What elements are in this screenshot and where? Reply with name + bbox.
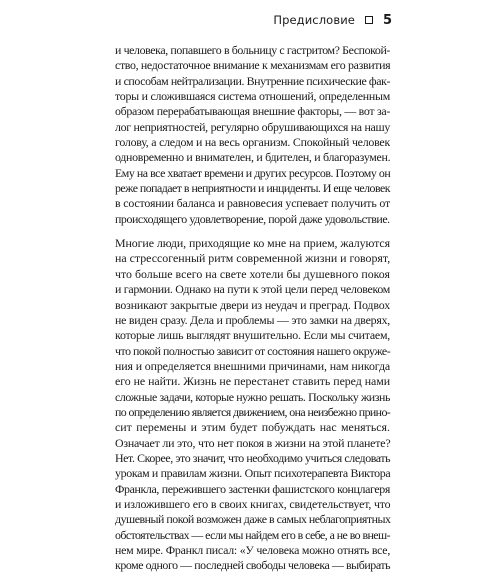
text-line: лог неприятностей, регулярно обрушивающихся на нашу <box>115 119 390 134</box>
text-line: торы и сложившаяся система отношений, определенным <box>115 89 390 104</box>
text-line: которые лишь выглядят внушительно. Если мы считаем, <box>115 328 390 343</box>
text-line: не виден сразу. Дела и проблемы — это замки на дверях, <box>115 312 391 327</box>
text-line: нем мире. Франкл писал: «У человека можно отнять все, <box>115 543 391 557</box>
text-line: по определению является движением, она неизбежно прино- <box>115 404 391 419</box>
body-text <box>115 43 390 574</box>
text-line: происходящего удовлетворение, порой даже удовольствие. <box>115 211 390 226</box>
text-line: ство, недостаточное внимание к механизмам его развития <box>115 58 391 73</box>
chapter-title: Предисловие <box>273 13 355 27</box>
page-number: 5 <box>382 12 392 28</box>
text-line: сложные задачи, которые нужно решать. Поскольку жизнь <box>115 389 390 404</box>
running-header <box>273 10 392 30</box>
paragraph-gap <box>115 227 390 236</box>
text-line: кроме одного — последней свободы человека — выбирать <box>115 558 391 573</box>
text-line: и гармонии. Однако на пути к этой цели перед человеком <box>115 282 390 297</box>
text-line: Многие люди, приходящие ко мне на прием, жалуются <box>115 236 390 251</box>
paragraph <box>115 236 390 574</box>
text-line: обстоятельствах — если мы найдем его в себе, а не во внеш- <box>115 527 390 542</box>
paragraph <box>115 43 390 227</box>
text-line: Франкла, пережившего застенки фашистского концлагеря <box>115 481 390 496</box>
text-line: урокам и правилам жизни. Опыт психотерапевта Виктора <box>115 466 391 481</box>
text-line: что покой полностью зависит от состояния нашего окруже- <box>115 343 391 358</box>
text-line: образом перерабатывающая внешние факторы, — вот за- <box>115 104 390 119</box>
text-line: одновременно и внимателен, и бдителен, и благоразумен. <box>115 150 391 165</box>
text-line: и способам нейтрализации. Внутренние психические фак- <box>115 73 390 88</box>
text-line: его не найти. Жизнь не перестанет ставить перед нами <box>115 374 390 389</box>
text-line: душевный покой возможен даже в самых неблагоприятных <box>115 512 391 527</box>
text-line: реже попадает в неприятности и инциденты. И еще человек <box>115 181 390 196</box>
text-line: что больше всего на свете хотели бы душевного покоя <box>115 266 390 281</box>
text-line: на стрессогенный ритм современной жизни и говорят, <box>115 251 391 266</box>
text-line: ния и определяется внешними причинами, нам никогда <box>115 358 391 373</box>
text-line: в состоянии баланса и равновесия успевает получить от <box>115 196 391 211</box>
text-line: возникают закрытые двери из неудач и преград. Подвох <box>115 297 390 312</box>
text-line: и человека, попавшего в больницу с гастритом? Беспокой- <box>115 43 390 57</box>
text-line: и изложившего его в своих книгах, свидетельствует, что <box>115 496 391 511</box>
text-line: Означает ли это, что нет покоя в жизни на этой планете? <box>115 435 391 450</box>
text-line: Ему на все хватает времени и других ресурсов. Поэтому он <box>115 165 391 180</box>
text-line: голову, а следом и на весь организм. Спокойный человек <box>115 135 390 150</box>
square-outline-icon <box>365 16 373 24</box>
text-line: Нет. Скорее, это значит, что необходимо учиться следовать <box>115 450 391 465</box>
text-line: сит перемены и этим будет побуждать нас меняться. <box>115 420 390 435</box>
